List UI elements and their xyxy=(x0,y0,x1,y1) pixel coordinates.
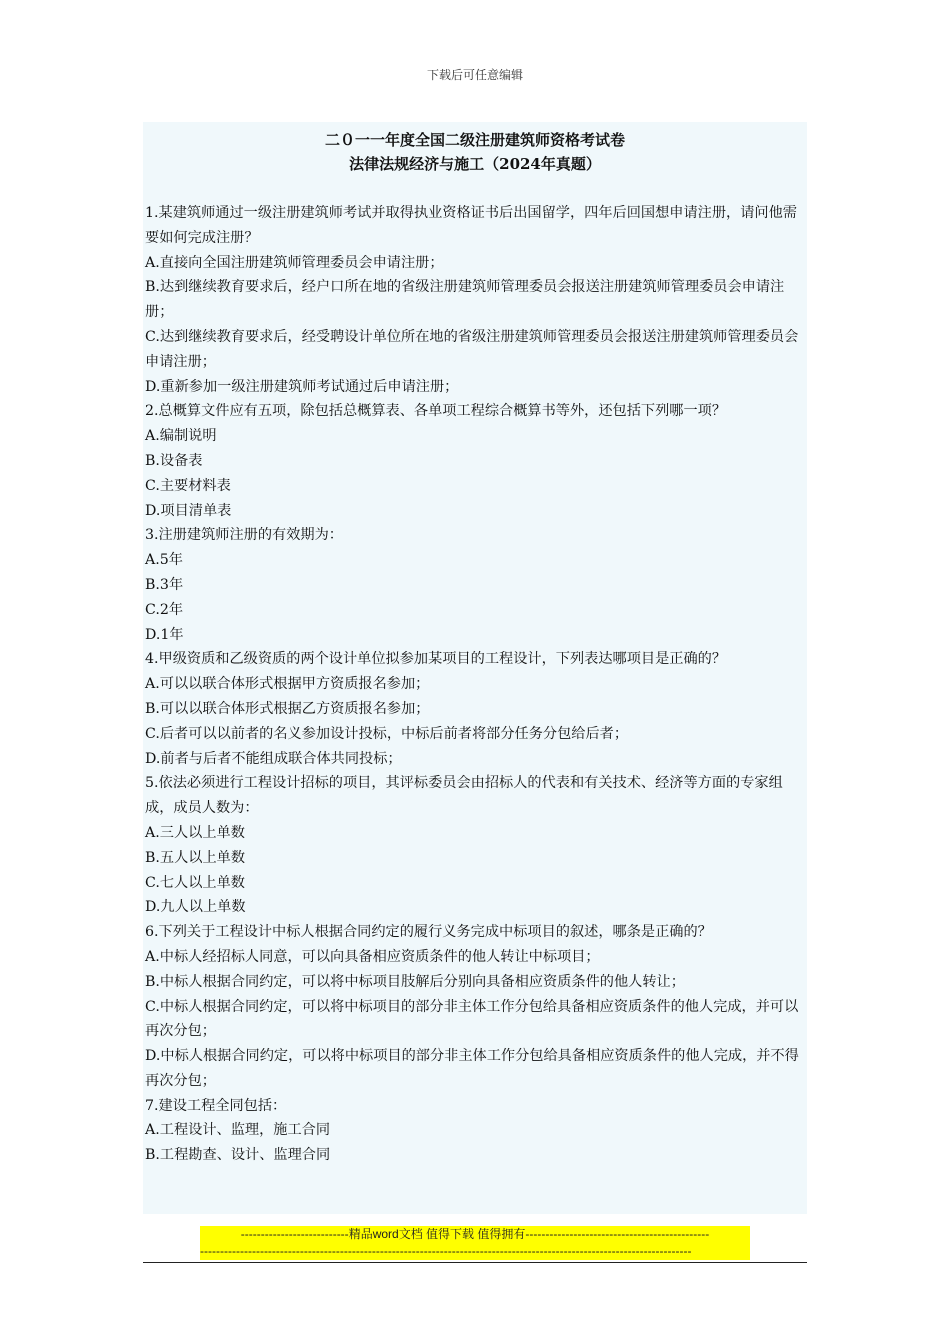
question-stem: 2.总概算文件应有五项，除包括总概算表、各单项工程综合概算书等外，还包括下列哪一项？ xyxy=(145,403,727,420)
question-option: D.中标人根据合同约定，可以将中标项目的部分非主体工作分包给具备相应资质条件的他人完成，并不得再次分包； xyxy=(145,1048,799,1089)
question-option: C.主要材料表 xyxy=(145,477,231,494)
question-option: C.七人以上单数 xyxy=(145,874,245,891)
question-option: C.中标人根据合同约定，可以将中标项目的部分非主体工作分包给具备相应资质条件的他人完成，并可以再次分包； xyxy=(145,998,799,1040)
footer-banner-text: 精品word文档 值得下载 值得拥有 xyxy=(348,1227,526,1241)
question-list xyxy=(143,201,807,1168)
question-item xyxy=(145,399,805,523)
question-option: D.项目清单表 xyxy=(145,502,232,519)
question-option: A.中标人经招标人同意，可以向具备相应资质条件的他人转让中标项目； xyxy=(145,948,600,965)
question-option: A.三人以上单数 xyxy=(145,824,245,841)
question-item xyxy=(145,523,805,647)
footer-banner xyxy=(200,1226,750,1260)
document-page xyxy=(143,122,807,1214)
question-option: D.重新参加一级注册建筑师考试通过后申请注册； xyxy=(145,378,459,395)
question-stem: 6.下列关于工程设计中标人根据合同约定的履行义务完成中标项目的叙述，哪条是正确的？ xyxy=(145,924,712,941)
question-option: A.可以以联合体形式根据甲方资质报名参加； xyxy=(145,676,430,693)
question-option: D.前者与后者不能组成联合体共同投标； xyxy=(145,750,402,767)
question-option: A.编制说明 xyxy=(145,428,217,445)
footer-banner-line-2: --------------------------------------------------------------------------------------------------------------------------- xyxy=(200,1244,692,1258)
question-option: B.达到继续教育要求后，经户口所在地的省级注册建筑师管理委员会报送注册建筑师管理委员会申请注册； xyxy=(145,279,785,321)
question-option: B.可以以联合体形式根据乙方资质报名参加； xyxy=(145,700,430,717)
question-option: B.工程勘查、设计、监理合同 xyxy=(145,1147,331,1164)
footer-dashes-right: ---------------------------------------------- xyxy=(525,1227,710,1241)
exam-title-line-1: 二０一一年度全国二级注册建筑师资格考试卷 xyxy=(324,131,625,149)
footer-banner-line-1 xyxy=(200,1226,750,1243)
question-item xyxy=(145,201,805,399)
question-option: B.3年 xyxy=(145,576,184,593)
question-stem: 7.建设工程全同包括： xyxy=(145,1097,287,1114)
exam-title xyxy=(143,122,807,176)
question-item xyxy=(145,647,805,771)
question-stem: 1.某建筑师通过一级注册建筑师考试并取得执业资格证书后出国留学，四年后回国想申请注册，请问他需要如何完成注册？ xyxy=(145,205,797,246)
question-option: C.2年 xyxy=(145,601,184,618)
question-option: B.中标人根据合同约定，可以将中标项目肢解后分别向具备相应资质条件的他人转让； xyxy=(145,973,685,990)
question-option: A.工程设计、监理，施工合同 xyxy=(145,1122,331,1139)
question-item xyxy=(145,920,805,1094)
question-option: A.直接向全国注册建筑师管理委员会申请注册； xyxy=(145,254,444,271)
question-stem: 5.依法必须进行工程设计招标的项目，其评标委员会由招标人的代表和有关技术、经济等方面的专家组成，成员人数为： xyxy=(145,775,783,817)
question-stem: 4.甲级资质和乙级资质的两个设计单位拟参加某项目的工程设计，下列表达哪项目是正确的？ xyxy=(145,651,727,668)
question-stem: 3.注册建筑师注册的有效期为： xyxy=(145,527,343,544)
question-item xyxy=(145,771,805,920)
question-option: B.五人以上单数 xyxy=(145,849,246,866)
question-option: C.达到继续教育要求后，经受聘设计单位所在地的省级注册建筑师管理委员会报送注册建筑师管理委员会申请注册； xyxy=(145,328,799,370)
footer-divider xyxy=(143,1262,807,1263)
question-option: C.后者可以以前者的名义参加设计投标，中标后前者将部分任务分包给后者； xyxy=(145,725,629,742)
footer-dashes-left: --------------------------- xyxy=(240,1227,349,1241)
header-note: 下载后可任意编辑 xyxy=(426,68,523,82)
question-item xyxy=(145,1094,805,1168)
question-option: D.九人以上单数 xyxy=(145,899,246,916)
question-option: D.1年 xyxy=(145,626,184,643)
question-option: B.设备表 xyxy=(145,452,203,469)
question-option: A.5年 xyxy=(145,552,183,569)
exam-title-line-2: 法律法规经济与施工（2024年真题） xyxy=(349,155,601,173)
